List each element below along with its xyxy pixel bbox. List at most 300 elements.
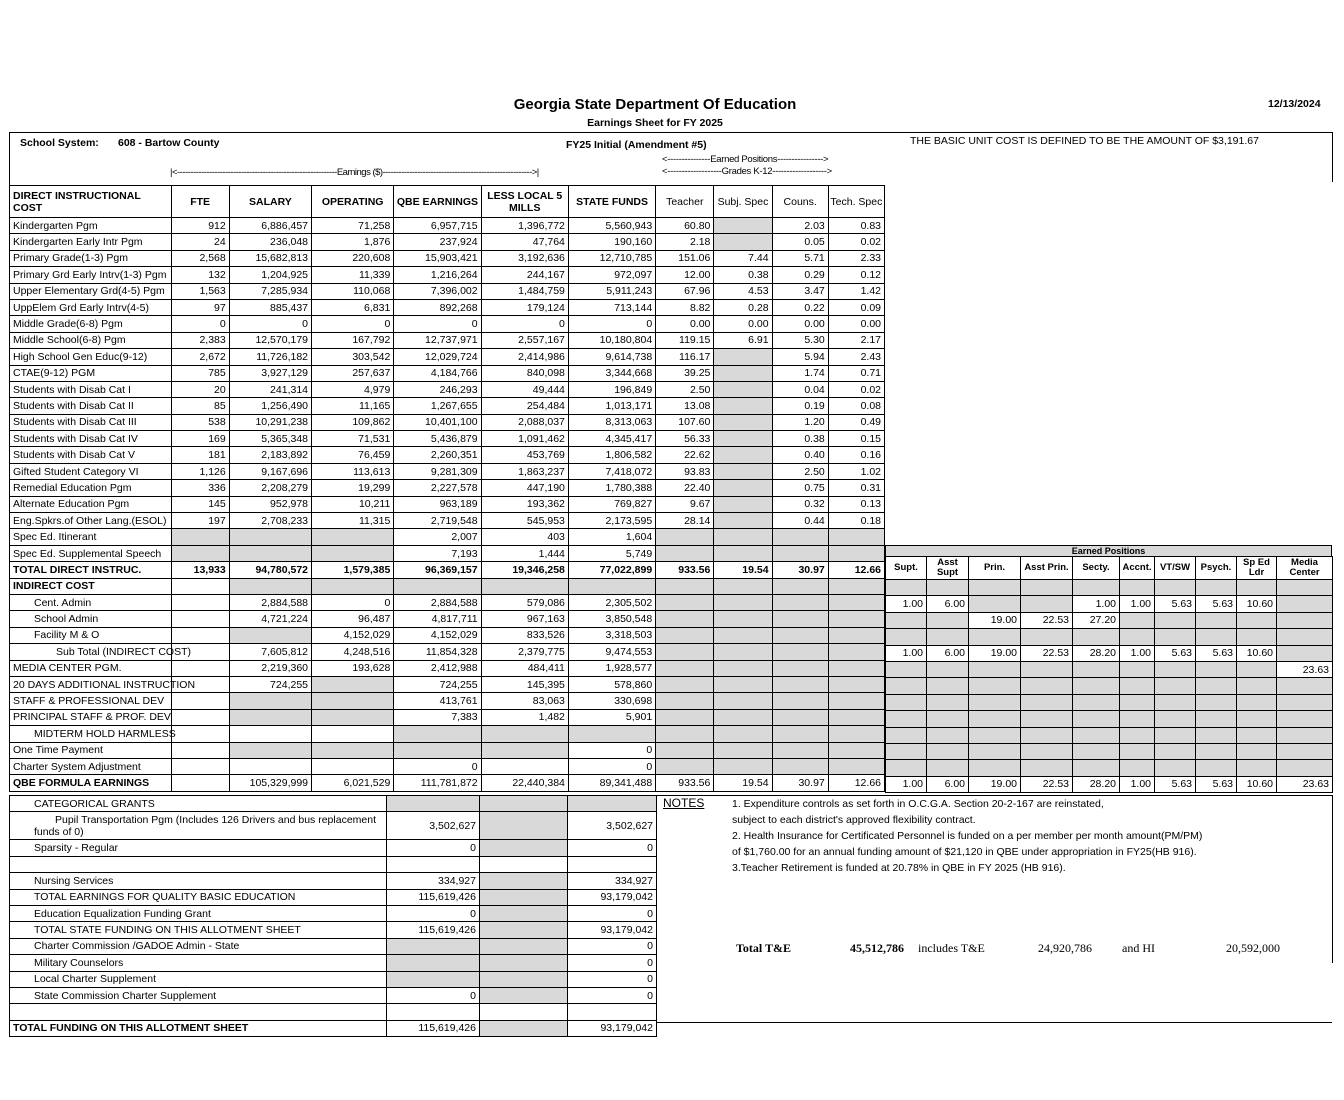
table-row bbox=[10, 840, 657, 856]
cell-value: 7,418,072 bbox=[568, 463, 655, 479]
cell-value bbox=[714, 726, 772, 742]
cell-value bbox=[312, 545, 394, 561]
cell-value bbox=[886, 694, 927, 710]
cell-value bbox=[387, 955, 480, 971]
cell-value bbox=[656, 726, 714, 742]
earnings-bracket: |<------------------------------------------------------------Earnings ($)-------------------------------------------------------->| bbox=[170, 167, 539, 178]
cell-value: 6,831 bbox=[312, 299, 394, 315]
cell-value bbox=[171, 611, 229, 627]
cell-value: 3,502,627 bbox=[568, 812, 657, 840]
school-system-label: School System: bbox=[20, 137, 99, 149]
cell-value: 4,979 bbox=[312, 381, 394, 397]
earned-positions-title: Earned Positions bbox=[885, 545, 1332, 556]
cell-value: 2,260,351 bbox=[394, 447, 481, 463]
cell-value: 0.02 bbox=[828, 234, 884, 250]
cell-value: 2,183,892 bbox=[229, 447, 311, 463]
cell-value: 933.56 bbox=[656, 562, 714, 578]
cell-value: 2,208,279 bbox=[229, 480, 311, 496]
cell-value: 2,173,595 bbox=[568, 513, 655, 529]
cell-value: 0.28 bbox=[714, 299, 772, 315]
cell-value: 2,219,360 bbox=[229, 660, 311, 676]
cell-value bbox=[714, 676, 772, 692]
row-label: TOTAL EARNINGS FOR QUALITY BASIC EDUCATION bbox=[10, 889, 387, 905]
cell-value bbox=[1021, 629, 1073, 645]
row-label: MEDIA CENTER PGM. bbox=[10, 660, 172, 676]
cell-value: 3,927,129 bbox=[229, 365, 311, 381]
header-tech: Tech. Spec bbox=[828, 186, 884, 218]
cell-value: 5,365,348 bbox=[229, 431, 311, 447]
row-label: TOTAL STATE FUNDING ON THIS ALLOTMENT SHEET bbox=[10, 922, 387, 938]
cell-value bbox=[1155, 678, 1196, 694]
cell-value: 7,396,002 bbox=[394, 283, 481, 299]
cell-value bbox=[1155, 612, 1196, 628]
cell-value: 10,401,100 bbox=[394, 414, 481, 430]
basic-unit-cost: THE BASIC UNIT COST IS DEFINED TO BE THE AMOUNT OF $3,191.67 bbox=[910, 135, 1259, 147]
table-row bbox=[10, 709, 885, 725]
cell-value bbox=[656, 660, 714, 676]
cell-value bbox=[568, 1004, 657, 1020]
cell-value bbox=[171, 545, 229, 561]
cell-value bbox=[312, 578, 394, 594]
cell-value bbox=[828, 644, 884, 660]
cell-value: 12.66 bbox=[828, 562, 884, 578]
cell-value: 132 bbox=[171, 267, 229, 283]
row-label bbox=[10, 1004, 387, 1020]
cell-value: 110,068 bbox=[312, 283, 394, 299]
cell-value: 892,268 bbox=[394, 299, 481, 315]
cell-value bbox=[1073, 711, 1120, 727]
cell-value: 179,124 bbox=[481, 299, 568, 315]
cell-value: 246,293 bbox=[394, 381, 481, 397]
cell-value: 244,167 bbox=[481, 267, 568, 283]
cell-value: 1,579,385 bbox=[312, 562, 394, 578]
cell-value bbox=[229, 709, 311, 725]
cell-value: 0.40 bbox=[772, 447, 828, 463]
note-line: of $1,760.00 for an annual funding amount of $21,120 in QBE under appropriation in FY25(HB 916). bbox=[732, 846, 1197, 858]
cell-value bbox=[772, 644, 828, 660]
row-label: Spec Ed. Supplemental Speech bbox=[10, 545, 172, 561]
header-less-local: LESS LOCAL 5 MILLS bbox=[481, 186, 568, 218]
cell-value bbox=[1073, 694, 1120, 710]
cell-value: 0.08 bbox=[828, 398, 884, 414]
cell-value bbox=[171, 594, 229, 610]
cell-value bbox=[714, 709, 772, 725]
cell-value bbox=[714, 545, 772, 561]
cell-value: 0.49 bbox=[828, 414, 884, 430]
row-label: Charter Commission /GADOE Admin - State bbox=[10, 938, 387, 954]
cell-value: 3.47 bbox=[772, 283, 828, 299]
cell-value bbox=[772, 758, 828, 774]
cell-value bbox=[656, 644, 714, 660]
cell-value: 1.00 bbox=[1120, 776, 1155, 792]
cell-value: 2,557,167 bbox=[481, 332, 568, 348]
cell-value: 1,126 bbox=[171, 463, 229, 479]
cell-value: 0.31 bbox=[828, 480, 884, 496]
table-row bbox=[10, 545, 885, 561]
te-value: 45,512,786 bbox=[850, 941, 904, 955]
row-label: UppElem Grd Early Intrv(4-5) bbox=[10, 299, 172, 315]
cell-value bbox=[772, 578, 828, 594]
cell-value bbox=[927, 678, 969, 694]
cell-value: 39.25 bbox=[656, 365, 714, 381]
cell-value: 2,383 bbox=[171, 332, 229, 348]
cell-value bbox=[171, 627, 229, 643]
cell-value bbox=[312, 676, 394, 692]
cell-value bbox=[772, 611, 828, 627]
cell-value: 19.54 bbox=[714, 775, 772, 791]
cell-value bbox=[1196, 612, 1237, 628]
cell-value: 0 bbox=[568, 938, 657, 954]
row-label: STAFF & PROFESSIONAL DEV bbox=[10, 693, 172, 709]
cell-value: 19,346,258 bbox=[481, 562, 568, 578]
cell-value bbox=[1021, 678, 1073, 694]
indirect-label: INDIRECT COST bbox=[10, 578, 172, 594]
cell-value bbox=[714, 578, 772, 594]
cell-value: 769,827 bbox=[568, 496, 655, 512]
cell-value bbox=[480, 971, 568, 987]
row-label: Remedial Education Pgm bbox=[10, 480, 172, 496]
cell-value bbox=[480, 1004, 568, 1020]
cell-value bbox=[772, 726, 828, 742]
cell-value bbox=[1196, 661, 1237, 677]
cell-value bbox=[1021, 727, 1073, 743]
cell-value bbox=[1277, 743, 1333, 759]
cell-value bbox=[969, 661, 1021, 677]
cell-value: 0.29 bbox=[772, 267, 828, 283]
cell-value bbox=[714, 349, 772, 365]
cell-value: 1,484,759 bbox=[481, 283, 568, 299]
cell-value bbox=[828, 709, 884, 725]
cell-value bbox=[1237, 612, 1277, 628]
cell-value bbox=[312, 709, 394, 725]
cell-value bbox=[1021, 760, 1073, 776]
cell-value bbox=[714, 431, 772, 447]
cell-value: 3,850,548 bbox=[568, 611, 655, 627]
header-position: Psych. bbox=[1196, 557, 1237, 580]
cell-value bbox=[714, 693, 772, 709]
cell-value: 169 bbox=[171, 431, 229, 447]
cell-value bbox=[656, 676, 714, 692]
cell-value: 0.00 bbox=[828, 316, 884, 332]
row-label: Students with Disab Cat I bbox=[10, 381, 172, 397]
table-row bbox=[10, 431, 885, 447]
cell-value: 0 bbox=[568, 758, 655, 774]
cell-value: 4,345,417 bbox=[568, 431, 655, 447]
cell-value: 0.16 bbox=[828, 447, 884, 463]
cell-value bbox=[927, 743, 969, 759]
table-row bbox=[10, 1004, 657, 1020]
row-label: Students with Disab Cat II bbox=[10, 398, 172, 414]
table-row bbox=[10, 513, 885, 529]
cell-value bbox=[714, 627, 772, 643]
cell-value: 93,179,042 bbox=[568, 922, 657, 938]
cell-value bbox=[656, 529, 714, 545]
te-te-value: 24,920,786 bbox=[1038, 941, 1092, 955]
cell-value: 0 bbox=[394, 316, 481, 332]
cell-value: 10,180,804 bbox=[568, 332, 655, 348]
table-row bbox=[886, 580, 1333, 596]
cell-value: 15,903,421 bbox=[394, 250, 481, 266]
cell-value bbox=[772, 660, 828, 676]
cell-value: 197 bbox=[171, 513, 229, 529]
header-box-right-edge bbox=[1332, 132, 1333, 182]
cell-value bbox=[828, 529, 884, 545]
cell-value: 193,628 bbox=[312, 660, 394, 676]
table-row bbox=[10, 480, 885, 496]
cell-value: 0.02 bbox=[828, 381, 884, 397]
row-label: QBE FORMULA EARNINGS bbox=[10, 775, 172, 791]
table-row bbox=[10, 398, 885, 414]
cell-value bbox=[828, 726, 884, 742]
cell-value bbox=[1277, 629, 1333, 645]
cell-value bbox=[1120, 580, 1155, 596]
cell-value: 5.63 bbox=[1196, 645, 1237, 661]
cell-value: 413,761 bbox=[394, 693, 481, 709]
earned-positions-table bbox=[885, 556, 1333, 793]
cell-value bbox=[969, 596, 1021, 612]
cell-value bbox=[312, 742, 394, 758]
cell-value bbox=[927, 760, 969, 776]
cell-value: 336 bbox=[171, 480, 229, 496]
cell-value: 119.15 bbox=[656, 332, 714, 348]
cell-value bbox=[656, 758, 714, 774]
cell-value: 93,179,042 bbox=[568, 889, 657, 905]
cell-value bbox=[927, 580, 969, 596]
te-and-hi: and HI bbox=[1122, 941, 1155, 955]
cell-value bbox=[927, 612, 969, 628]
cell-value bbox=[1237, 694, 1277, 710]
cell-value bbox=[1196, 727, 1237, 743]
cell-value bbox=[171, 578, 229, 594]
cell-value: 1,396,772 bbox=[481, 218, 568, 234]
cell-value: 724,255 bbox=[229, 676, 311, 692]
row-label: Middle Grade(6-8) Pgm bbox=[10, 316, 172, 332]
cell-value bbox=[828, 594, 884, 610]
cell-value: 2,007 bbox=[394, 529, 481, 545]
cell-value bbox=[171, 660, 229, 676]
cell-value: 1.00 bbox=[886, 645, 927, 661]
cell-value: 3,192,636 bbox=[481, 250, 568, 266]
row-label: Gifted Student Category VI bbox=[10, 463, 172, 479]
cell-value: 167,792 bbox=[312, 332, 394, 348]
cell-value: 5,911,243 bbox=[568, 283, 655, 299]
cell-value: 0.44 bbox=[772, 513, 828, 529]
cell-value bbox=[387, 1004, 480, 1020]
cell-value: 334,927 bbox=[568, 873, 657, 889]
cell-value: 115,619,426 bbox=[387, 1020, 480, 1036]
cell-value: 7,193 bbox=[394, 545, 481, 561]
table-row bbox=[10, 365, 885, 381]
cell-value bbox=[312, 693, 394, 709]
cell-value bbox=[714, 496, 772, 512]
header-position: Media Center bbox=[1277, 557, 1333, 580]
table-row bbox=[10, 414, 885, 430]
cell-value bbox=[1155, 580, 1196, 596]
cell-value: 6,021,529 bbox=[312, 775, 394, 791]
cell-value bbox=[1237, 727, 1277, 743]
cell-value: 1,604 bbox=[568, 529, 655, 545]
cell-value bbox=[1073, 629, 1120, 645]
header-couns: Couns. bbox=[772, 186, 828, 218]
cell-value: 89,341,488 bbox=[568, 775, 655, 791]
cell-value: 1,863,237 bbox=[481, 463, 568, 479]
cell-value: 0.04 bbox=[772, 381, 828, 397]
cell-value bbox=[229, 742, 311, 758]
cell-value: 2,672 bbox=[171, 349, 229, 365]
cell-value bbox=[229, 726, 311, 742]
cell-value bbox=[772, 529, 828, 545]
cell-value bbox=[1073, 727, 1120, 743]
cell-value bbox=[229, 693, 311, 709]
cell-value bbox=[969, 629, 1021, 645]
cell-value bbox=[568, 726, 655, 742]
cell-value bbox=[714, 414, 772, 430]
cell-value bbox=[656, 578, 714, 594]
header-position: Asst Supt bbox=[927, 557, 969, 580]
cell-value bbox=[969, 694, 1021, 710]
cell-value: 1,876 bbox=[312, 234, 394, 250]
cell-value: 1,013,171 bbox=[568, 398, 655, 414]
table-row bbox=[10, 796, 657, 812]
table-row bbox=[10, 644, 885, 660]
cell-value bbox=[969, 743, 1021, 759]
row-label: Local Charter Supplement bbox=[10, 971, 387, 987]
table-row bbox=[10, 332, 885, 348]
cell-value: 115,619,426 bbox=[387, 922, 480, 938]
cell-value bbox=[1277, 678, 1333, 694]
cell-value bbox=[229, 758, 311, 774]
cell-value: 257,637 bbox=[312, 365, 394, 381]
cell-value bbox=[481, 578, 568, 594]
cell-value: 1.42 bbox=[828, 283, 884, 299]
cell-value bbox=[1120, 743, 1155, 759]
table-row bbox=[10, 578, 885, 594]
cell-value bbox=[714, 365, 772, 381]
cell-value: 1.02 bbox=[828, 463, 884, 479]
cell-value: 1,204,925 bbox=[229, 267, 311, 283]
cell-value: 28.14 bbox=[656, 513, 714, 529]
cell-value bbox=[1277, 694, 1333, 710]
row-label: 20 DAYS ADDITIONAL INSTRUCTION bbox=[10, 676, 172, 692]
header-position: Secty. bbox=[1073, 557, 1120, 580]
row-label: State Commission Charter Supplement bbox=[10, 987, 387, 1003]
table-row bbox=[10, 349, 885, 365]
cell-value: 0.09 bbox=[828, 299, 884, 315]
cell-value bbox=[394, 578, 481, 594]
cell-value: 96,487 bbox=[312, 611, 394, 627]
cell-value bbox=[656, 627, 714, 643]
earnings-table bbox=[9, 185, 885, 792]
row-label: Military Counselors bbox=[10, 955, 387, 971]
cell-value bbox=[1073, 661, 1120, 677]
cell-value bbox=[714, 529, 772, 545]
cell-value: 4,248,516 bbox=[312, 644, 394, 660]
cell-value bbox=[480, 922, 568, 938]
cell-value: 5.94 bbox=[772, 349, 828, 365]
table-row bbox=[10, 775, 885, 791]
cell-value bbox=[772, 709, 828, 725]
table-row bbox=[10, 726, 885, 742]
table-row bbox=[10, 447, 885, 463]
cell-value bbox=[772, 594, 828, 610]
cell-value: 303,542 bbox=[312, 349, 394, 365]
header-fte: FTE bbox=[171, 186, 229, 218]
cell-value bbox=[1073, 760, 1120, 776]
cell-value: 833,526 bbox=[481, 627, 568, 643]
cell-value bbox=[1196, 743, 1237, 759]
cell-value bbox=[886, 743, 927, 759]
cell-value bbox=[171, 709, 229, 725]
cell-value: 1,444 bbox=[481, 545, 568, 561]
row-label: Sub Total (INDIRECT COST) bbox=[10, 644, 172, 660]
cell-value: 0.15 bbox=[828, 431, 884, 447]
cell-value: 145,395 bbox=[481, 676, 568, 692]
cell-value bbox=[656, 594, 714, 610]
cell-value: 0 bbox=[171, 316, 229, 332]
cell-value bbox=[886, 760, 927, 776]
cell-value: 49,444 bbox=[481, 381, 568, 397]
cell-value bbox=[714, 513, 772, 529]
cell-value: 885,437 bbox=[229, 299, 311, 315]
cell-value: 952,978 bbox=[229, 496, 311, 512]
cell-value bbox=[714, 660, 772, 676]
table-row bbox=[10, 218, 885, 234]
cell-value bbox=[828, 545, 884, 561]
cell-value bbox=[312, 758, 394, 774]
row-label: Education Equalization Funding Grant bbox=[10, 905, 387, 921]
cell-value bbox=[1155, 711, 1196, 727]
notes-label: NOTES bbox=[663, 796, 705, 810]
cell-value bbox=[387, 856, 480, 872]
cell-value: 1,780,388 bbox=[568, 480, 655, 496]
cell-value bbox=[568, 796, 657, 812]
cell-value: 1.00 bbox=[886, 776, 927, 792]
table-row bbox=[886, 645, 1333, 661]
cell-value bbox=[480, 856, 568, 872]
cell-value bbox=[1277, 645, 1333, 661]
cell-value: 10,291,238 bbox=[229, 414, 311, 430]
cell-value: 19.00 bbox=[969, 776, 1021, 792]
cell-value: 2.50 bbox=[656, 381, 714, 397]
cell-value: 1,091,462 bbox=[481, 431, 568, 447]
bottom-table bbox=[9, 795, 657, 1037]
cell-value: 578,860 bbox=[568, 676, 655, 692]
table-row bbox=[886, 776, 1333, 792]
cell-value bbox=[387, 971, 480, 987]
cell-value bbox=[714, 447, 772, 463]
cell-value bbox=[772, 627, 828, 643]
te-includes: includes T&E bbox=[918, 941, 985, 955]
cell-value: 330,698 bbox=[568, 693, 655, 709]
cell-value bbox=[1277, 596, 1333, 612]
cell-value bbox=[1073, 580, 1120, 596]
page-subtitle: Earnings Sheet for FY 2025 bbox=[587, 117, 723, 129]
cell-value: 12.66 bbox=[828, 775, 884, 791]
table-row bbox=[10, 267, 885, 283]
cell-value: 0.83 bbox=[828, 218, 884, 234]
cell-value bbox=[772, 693, 828, 709]
cell-value: 6.91 bbox=[714, 332, 772, 348]
cell-value bbox=[480, 840, 568, 856]
cell-value bbox=[480, 1020, 568, 1036]
cell-value bbox=[1120, 727, 1155, 743]
cell-value bbox=[828, 693, 884, 709]
row-label: Facility M & O bbox=[10, 627, 172, 643]
cell-value: 912 bbox=[171, 218, 229, 234]
header-state: STATE FUNDS bbox=[568, 186, 655, 218]
cell-value bbox=[828, 611, 884, 627]
row-label: PRINCIPAL STAFF & PROF. DEV bbox=[10, 709, 172, 725]
